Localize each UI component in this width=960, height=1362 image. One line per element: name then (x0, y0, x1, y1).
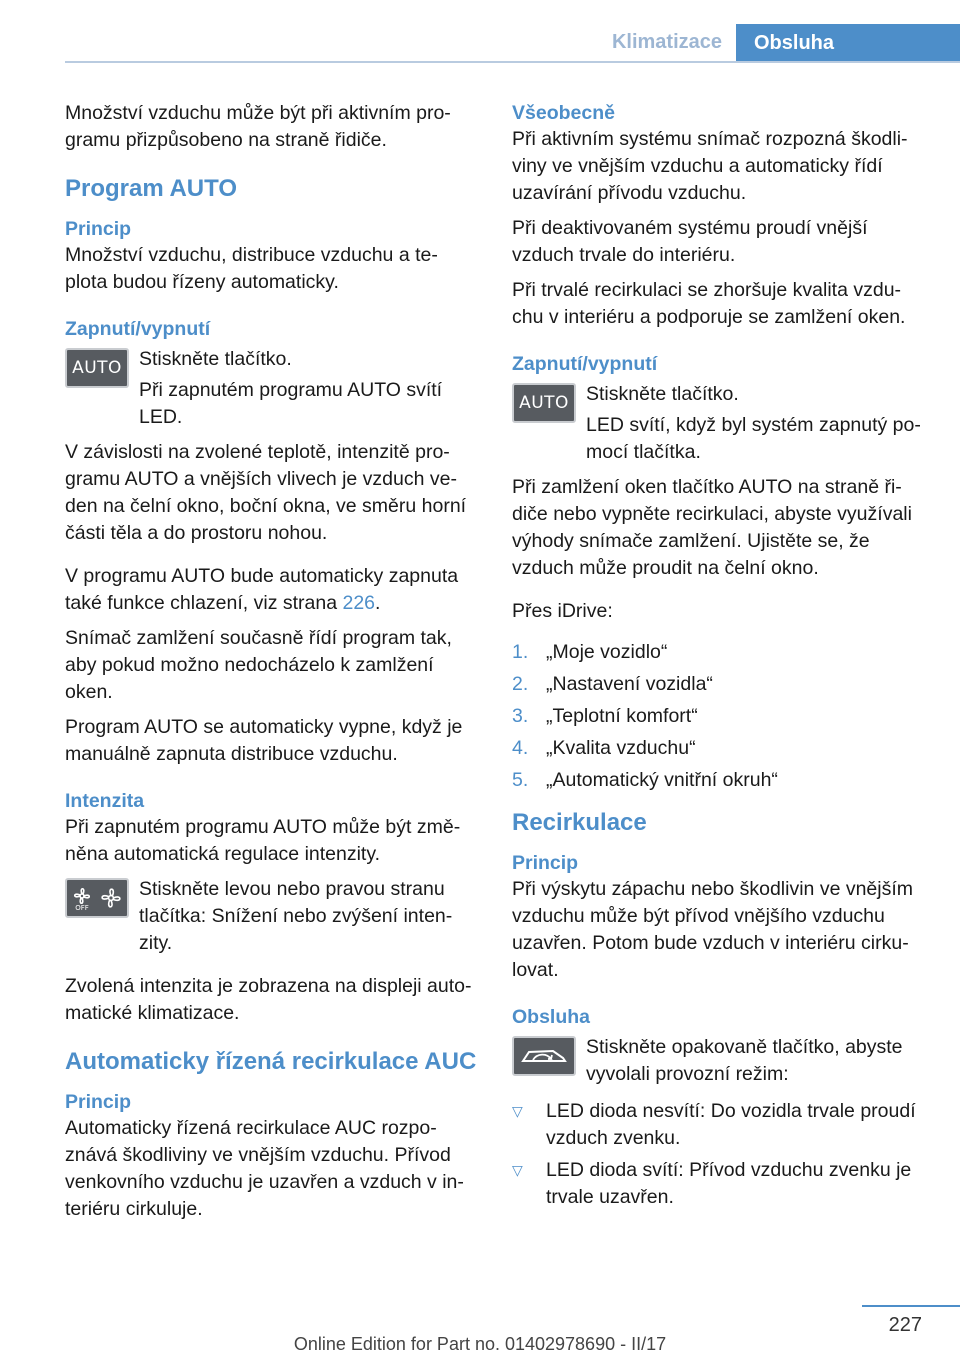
idrive-step: 4. „Kvalita vzduchu“ (512, 737, 696, 759)
obsluha-title: Obsluha (512, 1006, 591, 1028)
program-auto-title: Program AUTO (65, 175, 238, 202)
auc-title: Automaticky řízená recirkulace AUC (65, 1048, 477, 1075)
recirculation-button-icon (512, 1036, 576, 1076)
vseobecne-text-3: Při trvalé recirkulaci se zhoršuje kvalita vzdu-chu v interiéru a podporuje se zamlžení oken. (512, 279, 906, 328)
auc-princip-title: Princip (65, 1091, 132, 1113)
idrive-text: Přes iDrive: (512, 600, 613, 622)
auc-press-text: Stiskněte tlačítko. (586, 383, 739, 405)
svg-text:OFF: OFF (75, 904, 89, 912)
auc-princip-text: Automaticky řízená recirkulace AUC rozpo-znává škodliviny ve vnějším vzduchu. Přívod venkovního vzduchu je uzavřen a vzduch v in-teriéru cirkuluje. (65, 1117, 464, 1220)
triangle-bullet-icon: ▽ (512, 1103, 523, 1119)
intenzita-title: Intenzita (65, 790, 145, 812)
intensity-press-text: Stiskněte levou nebo pravou stranu tlačítka: Snížení nebo zvýšení inten-zity. (139, 878, 453, 954)
header-chapter-tab: Obsluha (736, 24, 960, 63)
idrive-step: 2. „Nastavení vozidla“ (512, 673, 713, 695)
recirc-press-text: Stiskněte opakovaně tlačítko, abyste vyvolali provozní režim: (586, 1036, 903, 1085)
recirkulace-princip-title: Princip (512, 852, 579, 874)
program-auto-zapnuti-title: Zapnutí/vypnutí (65, 318, 211, 340)
fog-sensor-text: Snímač zamlžení současně řídí program tak, aby pokud možno nedocházelo k zamlžení oken. (65, 627, 452, 703)
vseobecne-title: Všeobecně (512, 102, 615, 124)
list-item: ▽ LED dioda nesvítí: Do vozidla trvale proudí vzduch zvenku. (512, 1100, 916, 1149)
list-item: ▽ LED dioda svítí: Přívod vzduchu zvenku je trvale uzavřen. (512, 1159, 912, 1208)
auto-cooling-text: V programu AUTO bude automaticky zapnuta také funkce chlazení, viz strana 226. (65, 565, 459, 614)
auto-led-text: Při zapnutém programu AUTO svítí LED. (139, 379, 443, 428)
intensity-display-text: Zvolená intenzita je zobrazena na displeji auto-matické klimatizace. (65, 975, 472, 1024)
fan-icon (69, 883, 125, 913)
vseobecne-text-2: Při deaktivovaném systému proudí vnější vzduch trvale do interiéru. (512, 217, 868, 266)
header-rule (65, 61, 960, 63)
auto-distribution-text: V závislosti na zvolené teplotě, intenzitě pro-gramu AUTO a vnějších vlivech je vzduch ve-den na čelní okno, boční okna, ve směru horní části těla a do prostoru nohou. (65, 441, 467, 544)
left-column (65, 100, 479, 1223)
intensity-button-row (65, 876, 479, 957)
page-link-226[interactable]: 226 (342, 592, 376, 614)
recirc-modes (512, 1098, 930, 1211)
auc-fog-text: Při zamlžení oken tlačítko AUTO na straně ři-diče nebo vypněte recirkulaci, abyste využívali výhody snímače zamlžení. Ujistěte se, že vzduch může proudit na čelní okno. (512, 476, 912, 579)
idrive-steps (512, 639, 930, 794)
auc-zapnuti-title: Zapnutí/vypnutí (512, 353, 658, 375)
car-recirculation-icon (519, 1043, 569, 1069)
auto-button-icon: AUTO (65, 348, 129, 388)
auto-button-row (65, 346, 479, 431)
triangle-bullet-icon: ▽ (512, 1162, 523, 1178)
auc-led-text: LED svítí, když byl systém zapnutý po-mocí tlačítka. (586, 414, 921, 463)
idrive-step: 3. „Teplotní komfort“ (512, 705, 698, 727)
header-section-tab: Klimatizace (611, 31, 723, 53)
recirc-button-row (512, 1034, 930, 1088)
fan-intensity-button-icon (65, 878, 129, 918)
auto-press-text: Stiskněte tlačítko. (139, 348, 292, 370)
auc-button-row (512, 381, 930, 466)
intro-text: Množství vzduchu může být při aktivním pro-gramu přizpůsobeno na straně řidiče. (65, 102, 451, 151)
right-column (512, 100, 930, 1216)
idrive-step: 5. „Automatický vnitřní okruh“ (512, 769, 778, 791)
auto-off-text: Program AUTO se automaticky vypne, když je manuálně zapnuta distribuce vzduchu. (65, 716, 463, 765)
intenzita-text: Při zapnutém programu AUTO může být změ-něna automatická regulace intenzity. (65, 816, 461, 865)
auc-auto-button-icon: AUTO (512, 383, 576, 423)
vseobecne-text-1: Při aktivním systému snímač rozpozná škodli-viny ve vnějším vzduchu a automaticky řídí uzavírání přívodu vzduchu. (512, 128, 908, 204)
recirkulace-princip-text: Při výskytu zápachu nebo škodlivin ve vnějším vzduchu může být přívod vnějšího vzduchu uzavřen. Potom bude vzduch v interiéru cirku-lovat. (512, 878, 914, 981)
program-auto-princip-text: Množství vzduchu, distribuce vzduchu a te-plota budou řízeny automaticky. (65, 244, 438, 293)
page-number: 227 (888, 1314, 922, 1336)
recirkulace-title: Recirkulace (512, 809, 647, 836)
program-auto-princip-title: Princip (65, 218, 132, 240)
footer-edition: Online Edition for Part no. 01402978690 - II/17 (293, 1334, 667, 1354)
footer-rule (862, 1305, 960, 1307)
idrive-step: 1. „Moje vozidlo“ (512, 641, 668, 663)
